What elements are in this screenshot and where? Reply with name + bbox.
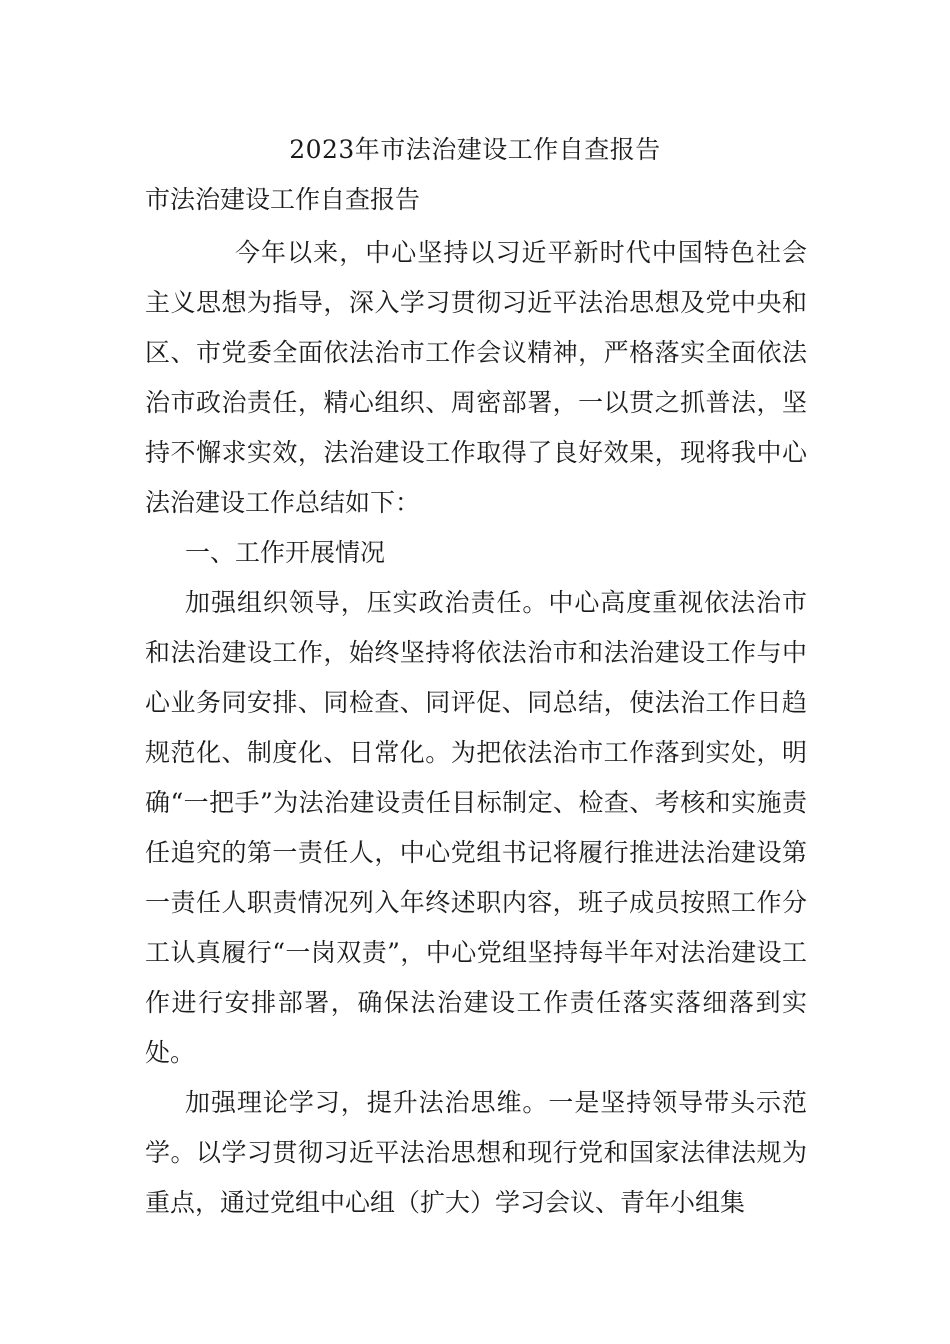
section-heading: 一、工作开展情况 (185, 538, 386, 567)
body-paragraph: 加强理论学习，提升法治思维。一是坚持领导带头示范学。以学习贯彻习近平法治思想和现行党和国家法律法规为重点，通过党组中心组（扩大）学习会议、青年小组集 (145, 1088, 807, 1217)
document-subtitle: 市法治建设工作自查报告 (145, 185, 421, 214)
intro-paragraph: 今年以来，中心坚持以习近平新时代中国特色社会主义思想为指导，深入学习贯彻习近平法治思想及党中央和区、市党委全面依法治市工作会议精神，严格落实全面依法治市政治责任，精心组织、周密部署，一以贯之抓普法，坚持不懈求实效，法治建设工作取得了良好效果，现将我中心法治建设工作总结如下： (145, 238, 807, 517)
document-body (145, 228, 807, 1228)
document-title: 2023年市法治建设工作自查报告 (289, 135, 661, 164)
body-paragraph: 加强组织领导，压实政治责任。中心高度重视依法治市和法治建设工作，始终坚持将依法治市和法治建设工作与中心业务同安排、同检查、同评促、同总结，使法治工作日趋规范化、制度化、日常化。为把依法治市工作落到实处，明确“一把手”为法治建设责任目标制定、检查、考核和实施责任追究的第一责任人，中心党组书记将履行推进法治建设第一责任人职责情况列入年终述职内容，班子成员按照工作分工认真履行“一岗双责”，中心党组坚持每半年对法治建设工作进行安排部署，确保法治建设工作责任落实落细落到实处。 (145, 588, 807, 1067)
